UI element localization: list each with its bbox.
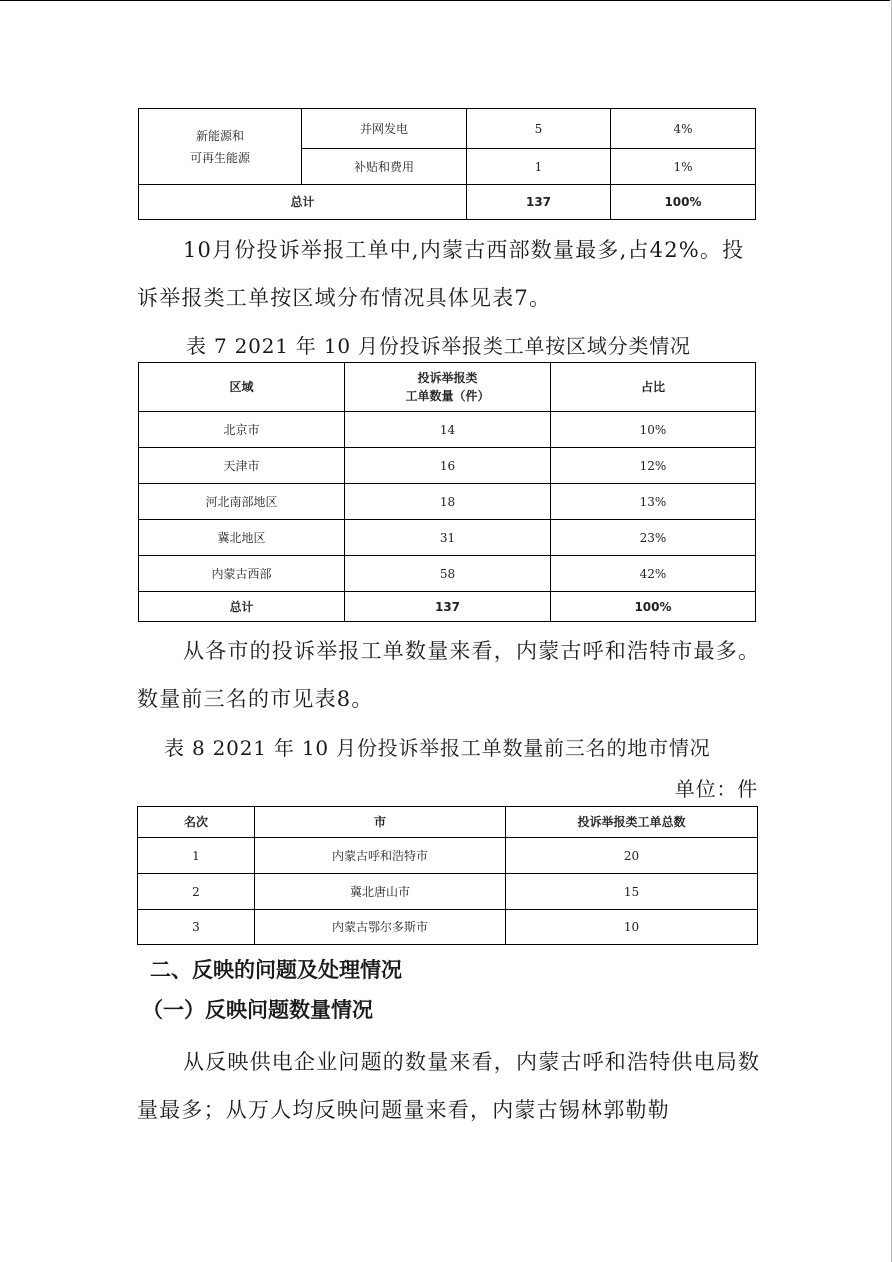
percent-cell: 42% bbox=[551, 556, 756, 592]
table-row bbox=[138, 838, 758, 874]
count-cell: 5 bbox=[467, 109, 611, 149]
table-7-header-share: 占比 bbox=[551, 363, 756, 412]
count-cell: 58 bbox=[345, 556, 551, 592]
count-cell: 1 bbox=[467, 149, 611, 185]
table-8-unit: 单位：件 bbox=[674, 777, 758, 801]
table-8 bbox=[137, 806, 758, 945]
count-cell: 14 bbox=[345, 412, 551, 448]
region-cell: 冀北地区 bbox=[139, 520, 345, 556]
percent-cell: 1% bbox=[611, 149, 756, 185]
subsection-heading: （一）反映问题数量情况 bbox=[142, 998, 373, 1022]
city-cell: 冀北唐山市 bbox=[255, 874, 506, 910]
table-row bbox=[139, 556, 756, 592]
table-6-continuation bbox=[138, 108, 756, 220]
table-row bbox=[139, 484, 756, 520]
section-heading: 二、反映的问题及处理情况 bbox=[150, 958, 402, 982]
table-row bbox=[138, 910, 758, 945]
paragraph-issue-summary: 从反映供电企业问题的数量来看，内蒙古呼和浩特供电局数量最多；从万人均反映问题量来看，内蒙古锡林郭勒勒 bbox=[137, 1050, 761, 1122]
subcategory-cell: 补贴和费用 bbox=[302, 149, 467, 185]
rank-cell: 1 bbox=[138, 838, 255, 874]
count-cell: 15 bbox=[506, 874, 758, 910]
table-7-header-region: 区域 bbox=[139, 363, 345, 412]
table-7 bbox=[138, 362, 756, 622]
count-cell: 10 bbox=[506, 910, 758, 945]
rank-cell: 3 bbox=[138, 910, 255, 945]
count-cell: 18 bbox=[345, 484, 551, 520]
region-cell: 河北南部地区 bbox=[139, 484, 345, 520]
table-row bbox=[139, 412, 756, 448]
percent-cell: 23% bbox=[551, 520, 756, 556]
region-cell: 内蒙古西部 bbox=[139, 556, 345, 592]
paragraph-city-summary: 从各市的投诉举报工单数量来看，内蒙古呼和浩特市最多。数量前三名的市见表8。 bbox=[137, 639, 761, 711]
table-8-header-total: 投诉举报类工单总数 bbox=[506, 807, 758, 838]
table-8-caption: 表 8 2021 年 10 月份投诉举报工单数量前三名的地市情况 bbox=[164, 736, 711, 760]
total-label: 总计 bbox=[139, 185, 467, 220]
paragraph-region-summary: 10月份投诉举报工单中,内蒙古西部数量最多,占42%。投诉举报类工单按区域分布情况具体见表7。 bbox=[137, 238, 745, 310]
table-8-header-city: 市 bbox=[255, 807, 506, 838]
total-percent: 100% bbox=[551, 592, 756, 622]
total-count: 137 bbox=[467, 185, 611, 220]
city-cell: 内蒙古呼和浩特市 bbox=[255, 838, 506, 874]
table-7-caption: 表 7 2021 年 10 月份投诉举报类工单按区域分类情况 bbox=[186, 334, 691, 358]
region-cell: 北京市 bbox=[139, 412, 345, 448]
count-cell: 31 bbox=[345, 520, 551, 556]
region-cell: 天津市 bbox=[139, 448, 345, 484]
table-row bbox=[138, 874, 758, 910]
city-cell: 内蒙古鄂尔多斯市 bbox=[255, 910, 506, 945]
table-8-header-rank: 名次 bbox=[138, 807, 255, 838]
subcategory-cell: 并网发电 bbox=[302, 109, 467, 149]
total-label: 总计 bbox=[139, 592, 345, 622]
count-cell: 16 bbox=[345, 448, 551, 484]
category-cell: 新能源和 可再生能源 bbox=[139, 109, 302, 185]
total-percent: 100% bbox=[611, 185, 756, 220]
percent-cell: 4% bbox=[611, 109, 756, 149]
total-count: 137 bbox=[345, 592, 551, 622]
percent-cell: 13% bbox=[551, 484, 756, 520]
table-row bbox=[139, 448, 756, 484]
table-row bbox=[139, 520, 756, 556]
percent-cell: 10% bbox=[551, 412, 756, 448]
count-cell: 20 bbox=[506, 838, 758, 874]
table-7-header-count: 投诉举报类 工单数量（件） bbox=[345, 363, 551, 412]
page-top-border bbox=[0, 0, 890, 1]
percent-cell: 12% bbox=[551, 448, 756, 484]
rank-cell: 2 bbox=[138, 874, 255, 910]
